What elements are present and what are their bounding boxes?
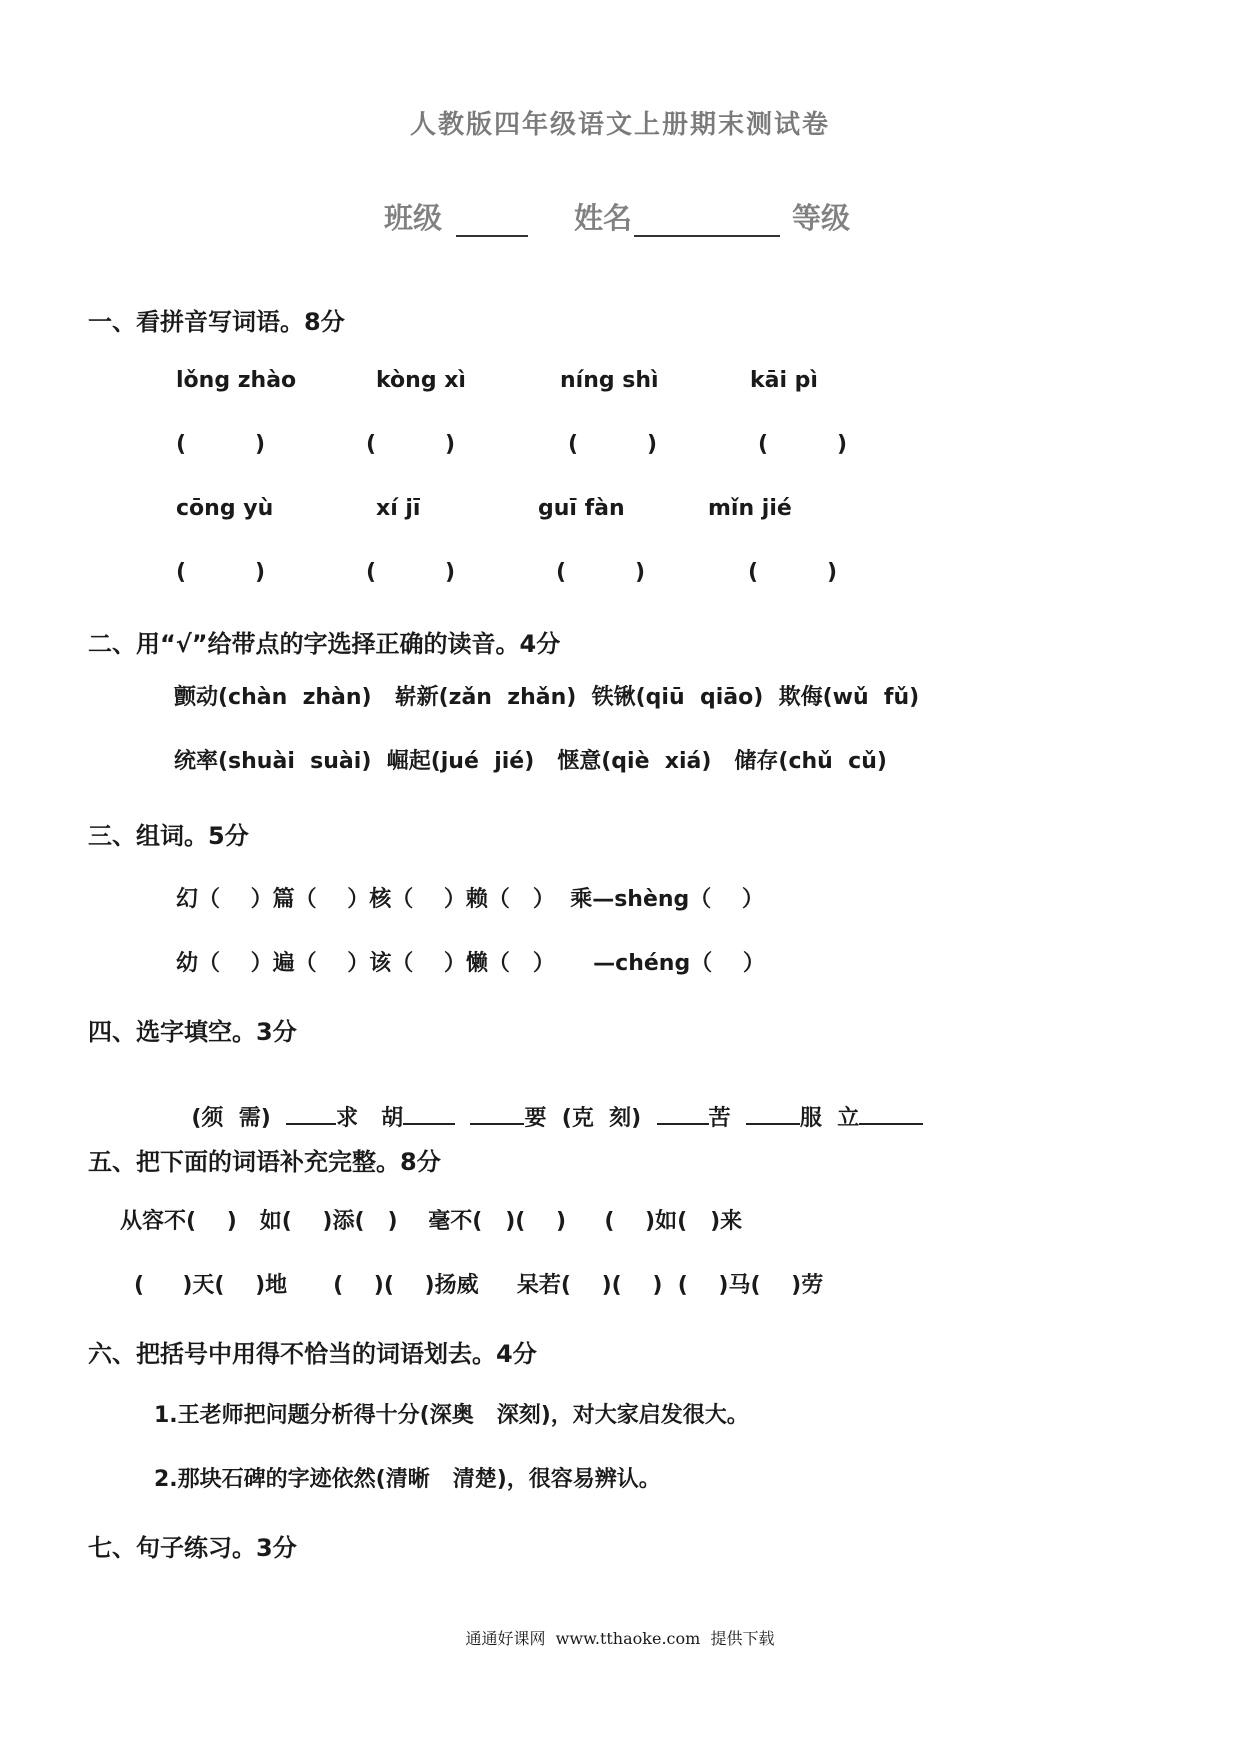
section-7-heading: 七、句子练习。3分 [88,1534,297,1562]
word: 立 [837,1106,860,1131]
answer-box[interactable]: ( ) [568,432,658,457]
name-blank[interactable] [634,205,780,237]
pinyin-2: kòng xì [376,368,466,393]
pinyin-7: guī fàn [538,496,625,521]
pinyin-1: lǒng zhào [176,368,297,393]
word: 求 [336,1106,359,1131]
answer-box[interactable]: ( ) [366,560,456,585]
fill-blank[interactable] [859,1101,923,1125]
word: 胡 [381,1106,404,1131]
pinyin-8: mǐn jié [708,496,792,521]
pinyin-3: níng shì [560,368,659,393]
reading-line-2: 统率(shuài suài) 崛起(jué jié) 惬意(qiè xiá) 储存(chǔ cǔ) [174,749,887,774]
page-title: 人教版四年级语文上册期末测试卷 [409,110,830,140]
answer-box[interactable]: ( ) [748,560,838,585]
fill-blank[interactable] [403,1101,455,1125]
fill-blank[interactable] [286,1101,336,1125]
word-line-2: 幼（ ）遍（ ）该（ ）懒（ ） —chéng（ ） [176,951,765,976]
grade-field [792,196,850,237]
word: 苦 [708,1106,731,1131]
class-field [384,196,534,237]
grade-label: 等级 [792,201,851,235]
word: 要 [524,1106,547,1131]
pinyin-4: kāi pì [750,368,818,393]
fill-line [176,1076,923,1132]
word: 服 [799,1106,822,1131]
answer-box[interactable]: ( ) [758,432,848,457]
footer: 通通好课网 www.tthaoke.com 提供下载 [465,1629,775,1648]
sentence-2: 2.那块石碑的字迹依然(清晰 清楚)，很容易辨认。 [154,1467,661,1492]
name-field [574,196,786,237]
section-5-heading: 五、把下面的词语补充完整。8分 [88,1148,441,1176]
answer-box[interactable]: ( ) [366,432,456,457]
fill-blank[interactable] [657,1101,709,1125]
fill-blank[interactable] [746,1101,800,1125]
class-blank[interactable] [456,205,528,237]
choice-group-1: (须 需) [191,1106,271,1131]
reading-line-1: 颤动(chàn zhàn) 崭新(zǎn zhǎn) 铁锹(qiū qiāo) 欺侮(wǔ fǔ) [174,685,920,710]
section-1-heading: 一、看拼音写词语。8分 [88,308,345,336]
name-label: 姓名 [574,201,633,235]
section-3-heading: 三、组词。5分 [88,822,249,850]
word-line-1: 幻（ ）篇（ ）核（ ）赖（ ） 乘—shèng（ ） [176,887,764,912]
section-2-heading: 二、用“√”给带点的字选择正确的读音。4分 [88,630,561,658]
choice-group-2: (克 刻) [561,1106,642,1131]
fill-blank[interactable] [470,1101,524,1125]
pinyin-5: cōng yù [176,496,274,521]
pinyin-6: xí jī [376,496,421,521]
answer-box[interactable]: ( ) [176,432,266,457]
section-4-heading: 四、选字填空。3分 [88,1018,297,1046]
answer-box[interactable]: ( ) [176,560,266,585]
idiom-line-2: ( )天( )地 ( )( )扬威 呆若( )( ) ( )马( )劳 [134,1273,824,1298]
answer-box[interactable]: ( ) [556,560,646,585]
sentence-1: 1.王老师把问题分析得十分(深奥 深刻)，对大家启发很大。 [154,1403,749,1428]
idiom-line-1: 从容不( ) 如( )添( ) 毫不( )( ) ( )如( )来 [120,1209,743,1234]
section-6-heading: 六、把括号中用得不恰当的词语划去。4分 [88,1340,537,1368]
class-label: 班级 [384,201,443,235]
